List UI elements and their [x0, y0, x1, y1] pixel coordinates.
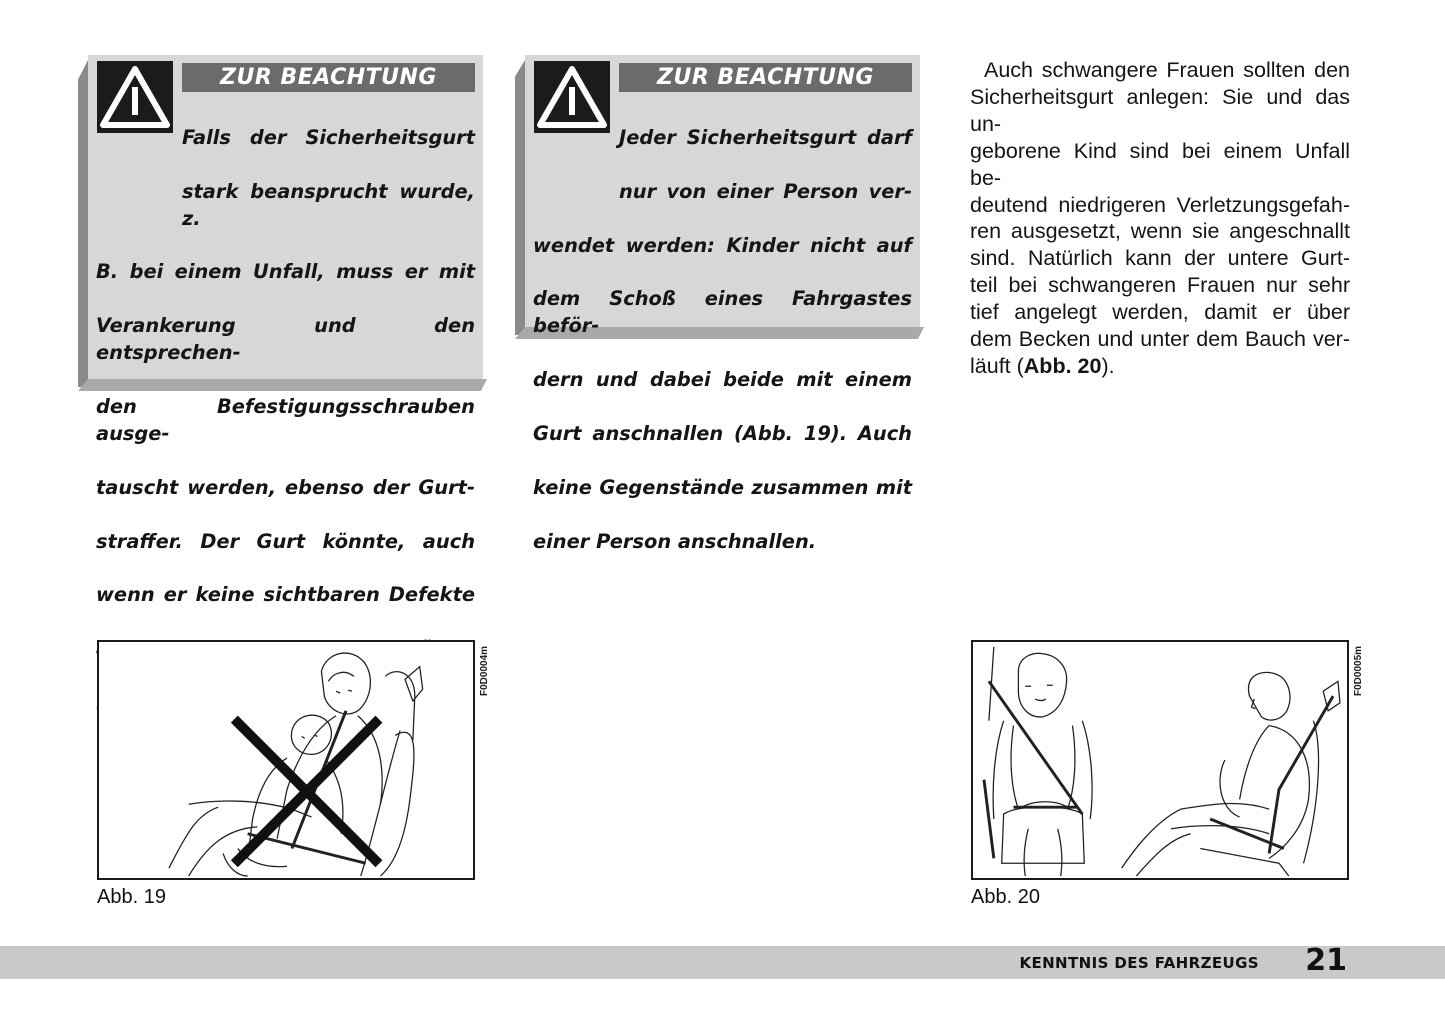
- warning-box-1: [88, 55, 483, 607]
- paragraph-last-prefix: läuft (: [970, 353, 1024, 378]
- figure-reference: Abb. 20: [1023, 353, 1102, 378]
- footer-section-title: KENNTNIS DES FAHRZEUGS: [1019, 954, 1259, 972]
- warning-line: wenn er keine sichtbaren Defekte: [96, 583, 475, 607]
- warning-title: ZUR BEACHTUNG: [182, 63, 475, 92]
- paragraph-line: Sicherheitsgurt anlegen: Sie und das un-: [970, 84, 1350, 136]
- warning-line: tauscht werden, ebenso der Gurt-: [96, 475, 475, 499]
- warning-box-shadow-left: [78, 60, 88, 387]
- warning-line: einer Person anschnallen.: [533, 529, 817, 553]
- paragraph-line: deutend niedrigeren Verletzungsgefah-: [970, 192, 1350, 217]
- warning-line: straffer. Der Gurt könnte, auch: [96, 529, 475, 553]
- warning-line: Jeder Sicherheitsgurt darf: [619, 125, 912, 149]
- figure-19-code: F0D0004m: [479, 645, 490, 696]
- figure-19-illustration: [97, 640, 475, 880]
- paragraph-line: geborene Kind sind bei einem Unfall be-: [970, 138, 1350, 190]
- paragraph-last-line: [970, 353, 1350, 380]
- warning-line: Verankerung und den entsprechen-: [96, 314, 475, 365]
- pregnant-woman-belt-drawing: [973, 642, 1347, 878]
- warning-line: Gurt anschnallen (Abb. 19). Auch: [533, 421, 912, 445]
- paragraph-line: tief angelegt werden, damit er über: [970, 300, 1350, 325]
- page-number: 21: [1305, 943, 1347, 978]
- warning-box-2: [525, 55, 920, 553]
- paragraph-last-suffix: ).: [1101, 353, 1115, 378]
- warning-line: keine Gegenstände zusammen mit: [533, 475, 912, 499]
- warning-text: [533, 98, 912, 582]
- paragraph-line: ren ausgesetzt, wenn sie angeschnallt: [970, 219, 1350, 244]
- paragraph-line: Auch schwangere Frauen sollten den: [984, 58, 1350, 82]
- warning-line: Falls der Sicherheitsgurt: [182, 125, 475, 149]
- figure-19-caption: Abb. 19: [97, 886, 166, 908]
- warning-line: dern und dabei beide mit einem: [533, 368, 912, 392]
- warning-box-shadow-left: [515, 60, 525, 335]
- paragraph-line: teil bei schwangeren Frauen nur sehr: [970, 273, 1350, 298]
- figure-20-caption: Abb. 20: [971, 886, 1040, 908]
- warning-line: nur von einer Person ver-: [619, 179, 912, 203]
- paragraph-line: dem Becken und unter dem Bauch ver-: [970, 327, 1350, 352]
- paragraph-line: sind. Natürlich kann der untere Gurt-: [970, 246, 1350, 271]
- warning-line: stark beansprucht wurde, z.: [182, 179, 475, 230]
- figure-20-code: F0D0005m: [1353, 645, 1364, 696]
- warning-line: wendet werden: Kinder nicht auf: [533, 233, 912, 257]
- warning-line: den Befestigungsschrauben ausge-: [96, 394, 475, 445]
- body-paragraph: [970, 57, 1350, 380]
- warning-title: ZUR BEACHTUNG: [619, 63, 912, 92]
- warning-line: dem Schoß eines Fahrgastes beför-: [533, 287, 912, 338]
- figure-20-illustration: [971, 640, 1349, 880]
- child-on-lap-drawing: [99, 642, 473, 878]
- warning-line: B. bei einem Unfall, muss er mit: [96, 260, 475, 284]
